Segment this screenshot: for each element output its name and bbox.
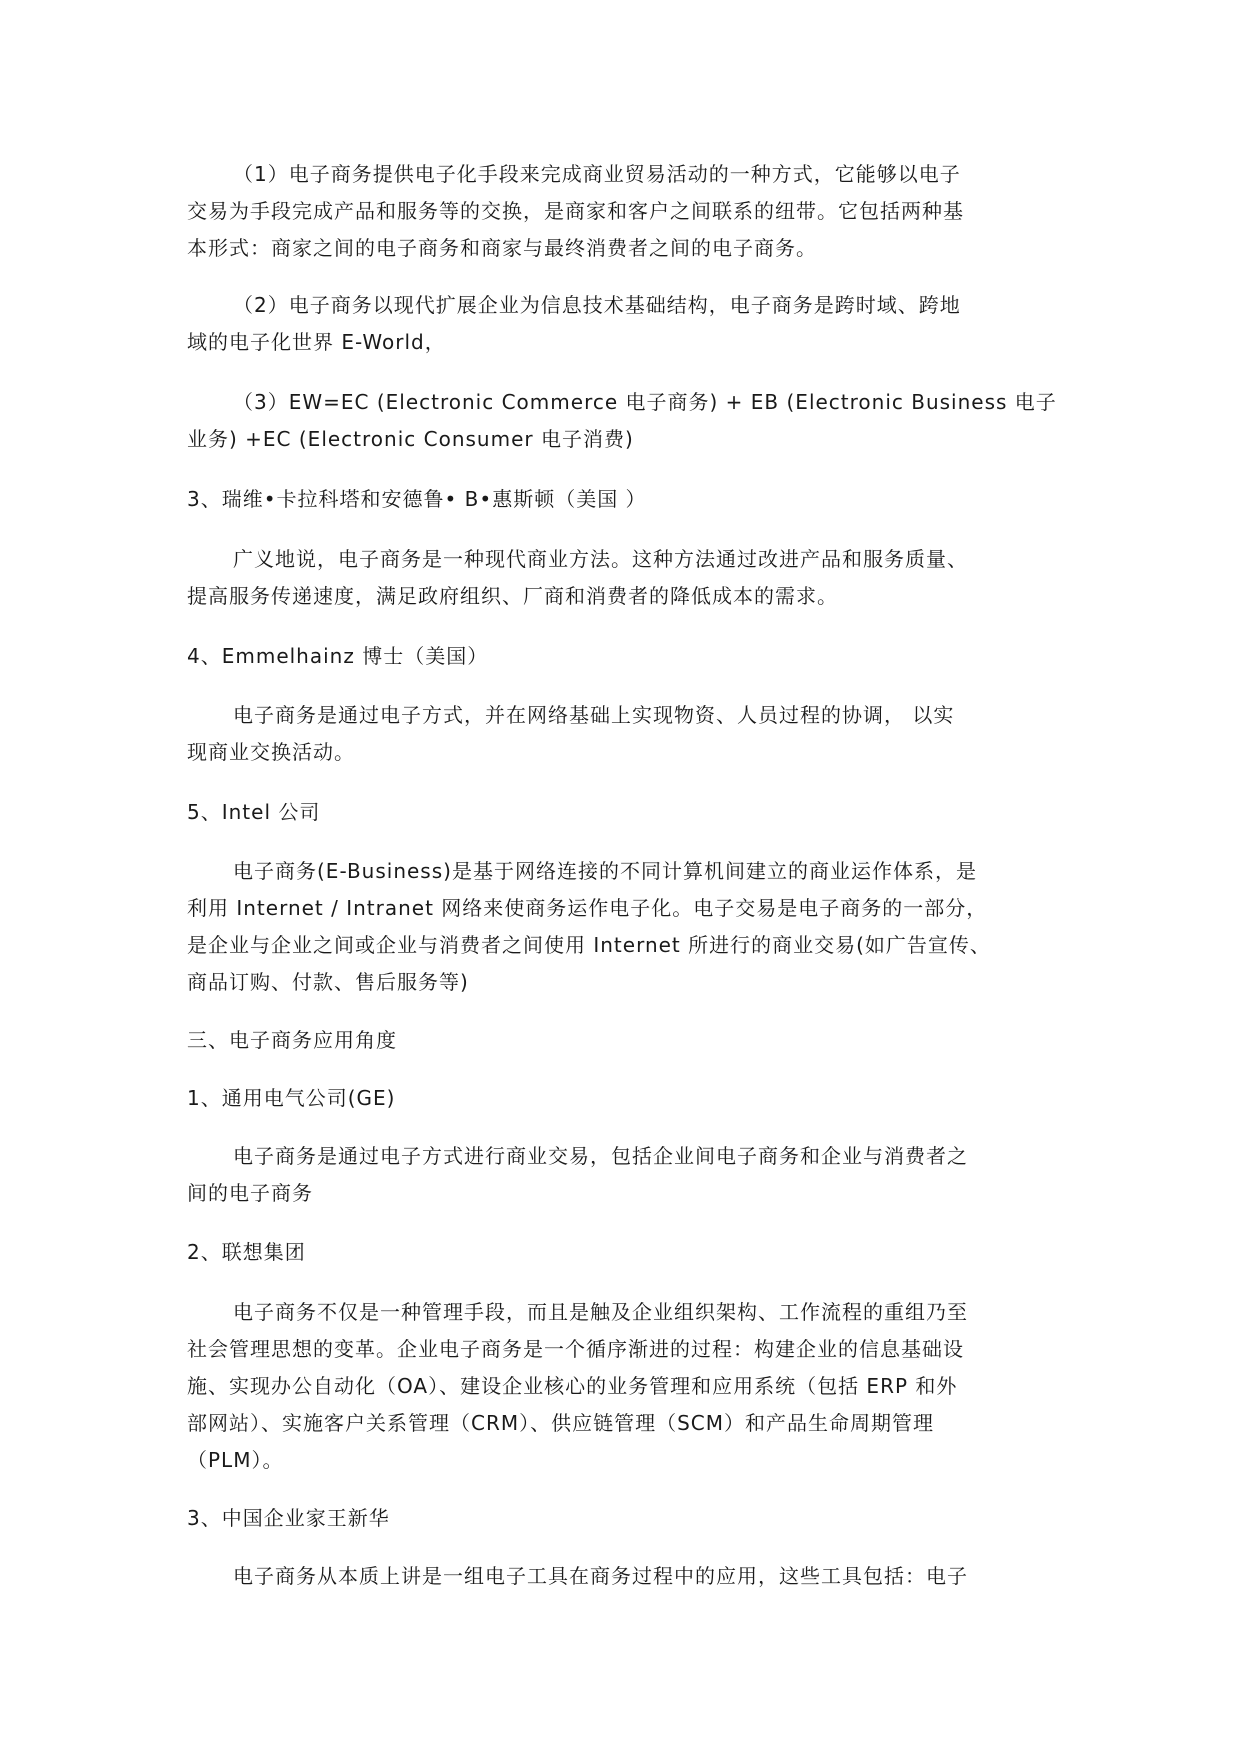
paragraph-broad-definition — [187, 541, 1057, 615]
text-line: 部网站）、实施客户关系管理（CRM）、供应链管理（SCM）和产品生命周期管理 — [187, 1411, 935, 1435]
paragraph-def-1 — [187, 156, 1057, 267]
text-line: （3）EW=EC (Electronic Commerce 电子商务) + EB (Electronic Business 电子 — [233, 390, 1057, 414]
text-line: 广义地说，电子商务是一种现代商业方法。这种方法通过改进产品和服务质量、 — [233, 547, 968, 571]
text-line: （1）电子商务提供电子化手段来完成商业贸易活动的一种方式，它能够以电子 — [233, 162, 961, 186]
heading-3-wang-xinhua — [187, 1500, 1057, 1537]
text-line: 利用 Internet / Intranet 网络来使商务运作电子化。电子交易是电子商务的一部分， — [187, 896, 988, 920]
paragraph-lenovo — [187, 1294, 1057, 1479]
paragraph-emmelhainz — [187, 697, 1057, 771]
text-line: 交易为手段完成产品和服务等的交换，是商家和客户之间联系的纽带。它包括两种基 — [187, 199, 964, 223]
section-heading: 4、Emmelhainz 博士（美国） — [187, 644, 489, 668]
text-line: 电子商务是通过电子方式，并在网络基础上实现物资、人员过程的协调， 以实 — [233, 703, 955, 727]
text-line: 电子商务是通过电子方式进行商业交易，包括企业间电子商务和企业与消费者之 — [233, 1144, 968, 1168]
paragraph-wang-xinhua — [187, 1558, 1057, 1595]
heading-5-intel — [187, 794, 1057, 831]
section-heading: 2、联想集团 — [187, 1240, 306, 1264]
text-line: （PLM）。 — [187, 1448, 284, 1472]
paragraph-ge — [187, 1138, 1057, 1212]
text-line: 域的电子化世界 E-World， — [187, 330, 446, 354]
text-line: 电子商务从本质上讲是一组电子工具在商务过程中的应用，这些工具包括：电子 — [233, 1564, 968, 1588]
paragraph-intel — [187, 853, 1057, 1001]
text-line: 电子商务不仅是一种管理手段，而且是触及企业组织架构、工作流程的重组乃至 — [233, 1300, 968, 1324]
text-line: （2）电子商务以现代扩展企业为信息技术基础结构，电子商务是跨时域、跨地 — [233, 293, 961, 317]
text-line: 现商业交换活动。 — [187, 740, 355, 764]
text-line: 本形式：商家之间的电子商务和商家与最终消费者之间的电子商务。 — [187, 236, 817, 260]
section-heading: 1、通用电气公司(GE) — [187, 1086, 396, 1110]
text-line: 电子商务(E-Business)是基于网络连接的不同计算机间建立的商业运作体系，是 — [233, 859, 977, 883]
text-line: 社会管理思想的变革。企业电子商务是一个循序渐进的过程：构建企业的信息基础设 — [187, 1337, 964, 1361]
heading-4-emmelhainz — [187, 638, 1057, 675]
text-line: 业务) +EC (Electronic Consumer 电子消费) — [187, 427, 634, 451]
section-heading: 3、中国企业家王新华 — [187, 1506, 390, 1530]
text-line: 施、实现办公自动化（OA）、建设企业核心的业务管理和应用系统（包括 ERP 和外 — [187, 1374, 958, 1398]
section-heading: 5、Intel 公司 — [187, 800, 321, 824]
heading-2-lenovo — [187, 1234, 1057, 1271]
text-line: 是企业与企业之间或企业与消费者之间使用 Internet 所进行的商业交易(如广告宣传、 — [187, 933, 991, 957]
heading-section-3 — [187, 1022, 1057, 1059]
text-line: 间的电子商务 — [187, 1181, 313, 1205]
section-heading: 三、电子商务应用角度 — [187, 1028, 397, 1052]
text-line: 商品订购、付款、售后服务等) — [187, 970, 469, 994]
section-heading: 3、瑞维•卡拉科塔和安德鲁• B•惠斯顿（美国 ） — [187, 487, 647, 511]
heading-1-ge — [187, 1080, 1057, 1117]
heading-3-ravi-kalakota — [187, 481, 1057, 518]
paragraph-def-2 — [187, 287, 1057, 361]
paragraph-def-3 — [187, 384, 1057, 458]
text-line: 提高服务传递速度，满足政府组织、厂商和消费者的降低成本的需求。 — [187, 584, 838, 608]
